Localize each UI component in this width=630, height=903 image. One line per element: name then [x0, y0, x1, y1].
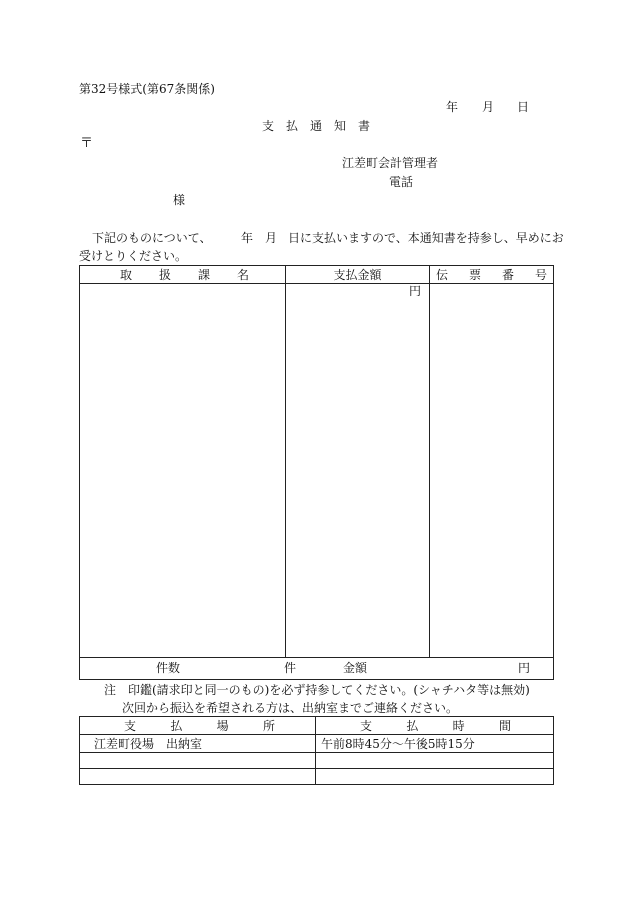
- body-month-label: 月: [265, 231, 278, 245]
- date-month-label: 月: [482, 100, 495, 114]
- note-line-1: 注 印鑑(請求印と同一のもの)を必ず持参してください。(シャチハタ等は無効): [104, 683, 530, 697]
- form-id: 第32号様式(第67条関係): [79, 82, 215, 96]
- title-char: 通: [309, 119, 322, 133]
- payment-time-cell[interactable]: [316, 753, 554, 769]
- count-label: 件数: [156, 661, 181, 675]
- table-row: [80, 753, 554, 769]
- header-payment-place: 支 払 場 所: [80, 717, 316, 735]
- note-line-2: 次回から振込を希望される方は、出納室までご連絡ください。: [122, 701, 459, 715]
- table-header-row: [80, 266, 554, 284]
- payment-place-time-table: [79, 716, 554, 785]
- body-line2: 受けとりください。: [79, 249, 188, 263]
- totals-cell: [80, 658, 554, 680]
- payment-time-cell: 午前8時45分～午後5時15分: [316, 735, 554, 753]
- issuer-phone-label: 電話: [389, 175, 414, 189]
- payment-place-cell[interactable]: [80, 769, 316, 785]
- header-slip-number: 伝 票 番 号: [430, 266, 554, 284]
- payment-time-cell[interactable]: [316, 769, 554, 785]
- issuer-name: 江差町会計管理者: [342, 156, 439, 170]
- header-amount: 支払金額: [286, 266, 430, 284]
- title-char: 支: [262, 119, 275, 133]
- table-body-row: [80, 284, 554, 658]
- header-payment-time: 支 払 時 間: [316, 717, 554, 735]
- table-footer-row: [80, 658, 554, 680]
- table-row: [80, 769, 554, 785]
- total-amount-label: 金額: [343, 661, 368, 675]
- date-year-label: 年: [446, 100, 459, 114]
- payment-place-cell[interactable]: [80, 753, 316, 769]
- header-department: 取 扱 課 名: [80, 266, 286, 284]
- document-title: [262, 119, 370, 133]
- table-row: [80, 735, 554, 753]
- title-char: 払: [285, 119, 298, 133]
- body-intro: 下記のものについて、: [92, 231, 212, 245]
- body-rest: 日に支払いますので、本通知書を持参し、早めにお: [288, 231, 564, 245]
- body-year-label: 年: [241, 231, 254, 245]
- title-char: 知: [333, 119, 346, 133]
- count-unit: 件: [284, 661, 297, 675]
- payment-detail-table: [79, 265, 554, 680]
- postal-mark: 〒: [80, 136, 94, 151]
- place-time-header-row: [80, 717, 554, 735]
- date-day-label: 日: [517, 100, 530, 114]
- department-cell[interactable]: [80, 284, 286, 658]
- payment-place-cell: 江差町役場 出納室: [80, 735, 316, 753]
- total-amount-unit: 円: [518, 661, 531, 675]
- slip-number-cell[interactable]: [430, 284, 554, 658]
- addressee-suffix: 様: [173, 193, 186, 207]
- amount-cell[interactable]: [286, 284, 430, 658]
- title-char: 書: [357, 119, 370, 133]
- yen-unit: 円: [408, 284, 421, 298]
